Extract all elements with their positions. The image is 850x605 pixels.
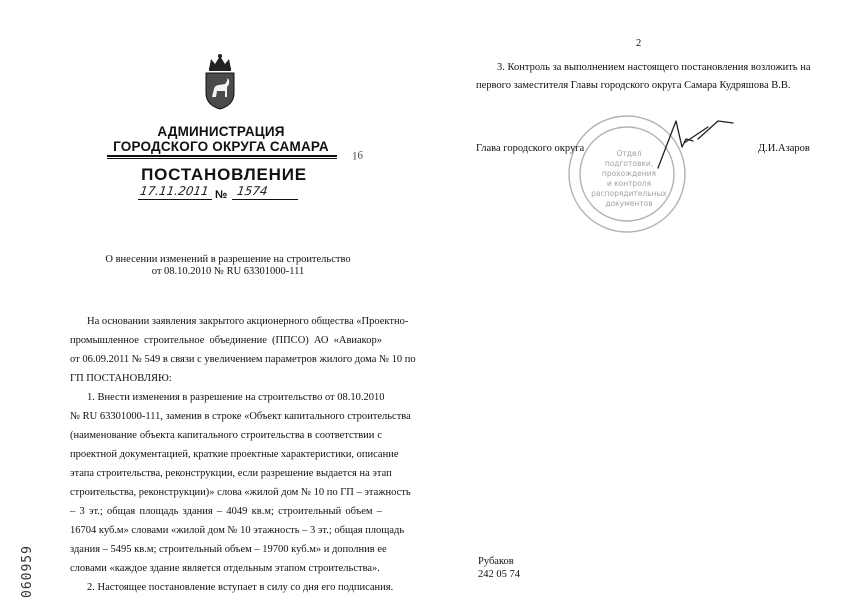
signatory-title: Глава городского округа <box>476 143 585 154</box>
body-line: промышленное строительное объединение (ППСО) АО «Авиакор» <box>70 335 382 346</box>
number-underline <box>232 199 298 200</box>
body-line: На основании заявления закрытого акционерного общества «Проектно- <box>87 316 409 327</box>
body-line: – 3 эт.; общая площадь здания – 4049 кв.м; строительный объем – <box>70 506 382 517</box>
svg-text:распорядительных: распорядительных <box>591 189 667 198</box>
header-rule <box>107 155 337 157</box>
serial-number <box>15 528 55 600</box>
body-line: словами «каждое здание является отдельным этапом строительства». <box>70 563 380 574</box>
date-underline <box>138 199 212 200</box>
svg-text:Отдел: Отдел <box>616 149 642 158</box>
number-sign: № <box>215 189 228 201</box>
subject-line: О внесении изменений в разрешение на строительство <box>105 254 351 265</box>
subject-line: от 08.10.2010 № RU 63301000-111 <box>151 266 305 277</box>
body-line: этапа строительства, реконструкции, если разрешение выдается на этап <box>70 468 392 479</box>
body-line: (наименование объекта капитального строительства в соответствии с <box>70 430 382 441</box>
body-line: № RU 63301000-111, заменив в строке «Объект капитального строительства <box>70 411 411 422</box>
body-line: 16704 куб.м» словами «жилой дом № 10 этажность – 3 эт.; общая площадь <box>70 525 405 536</box>
item3-line: 3. Контроль за выполнением настоящего постановления возложить на <box>497 62 811 73</box>
body-line: 1. Внести изменения в разрешение на строительство от 08.10.2010 <box>87 392 385 403</box>
document-date: 17.11.2011 <box>139 184 210 198</box>
page-number: 2 <box>636 38 642 49</box>
org-name-line2: ГОРОДСКОГО ОКРУГА САМАРА <box>113 139 329 154</box>
body-line: ГП ПОСТАНОВЛЯЮ: <box>70 373 172 384</box>
document-number: 1574 <box>236 184 269 198</box>
margin-handwritten-mark: 16 <box>351 149 364 163</box>
coat-of-arms-icon <box>201 53 239 111</box>
body-line: строительства, реконструкции)» слова «жилой дом № 10 по ГП – этажность <box>70 487 411 498</box>
document-kind: ПОСТАНОВЛЕНИЕ <box>141 165 307 184</box>
header-rule-thin <box>107 158 337 159</box>
org-name-line1: АДМИНИСТРАЦИЯ <box>157 124 285 139</box>
svg-text:документов: документов <box>605 199 653 208</box>
serial-number-text: 060959 <box>20 545 35 598</box>
svg-text:и контроля: и контроля <box>606 179 652 188</box>
item3-line: первого заместителя Главы городского округа Самара Кудряшова В.В. <box>476 80 791 91</box>
svg-text:прохождения: прохождения <box>601 169 657 178</box>
handwritten-signature <box>648 113 738 173</box>
body-line: здания – 5495 кв.м; строительный объем – 19700 куб.м» и дополнив ее <box>70 544 387 555</box>
body-line: 2. Настоящее постановление вступает в силу со дня его подписания. <box>87 582 394 593</box>
svg-text:подготовки,: подготовки, <box>604 159 654 168</box>
executor-phone: 242 05 74 <box>478 569 520 580</box>
body-line: проектной документацией, краткие проектные характеристики, описание <box>70 449 399 460</box>
body-line: от 06.09.2011 № 549 в связи с увеличением параметров жилого дома № 10 по <box>70 354 416 365</box>
signatory-name: Д.И.Азаров <box>758 143 810 154</box>
executor-name: Рубаков <box>478 556 514 567</box>
